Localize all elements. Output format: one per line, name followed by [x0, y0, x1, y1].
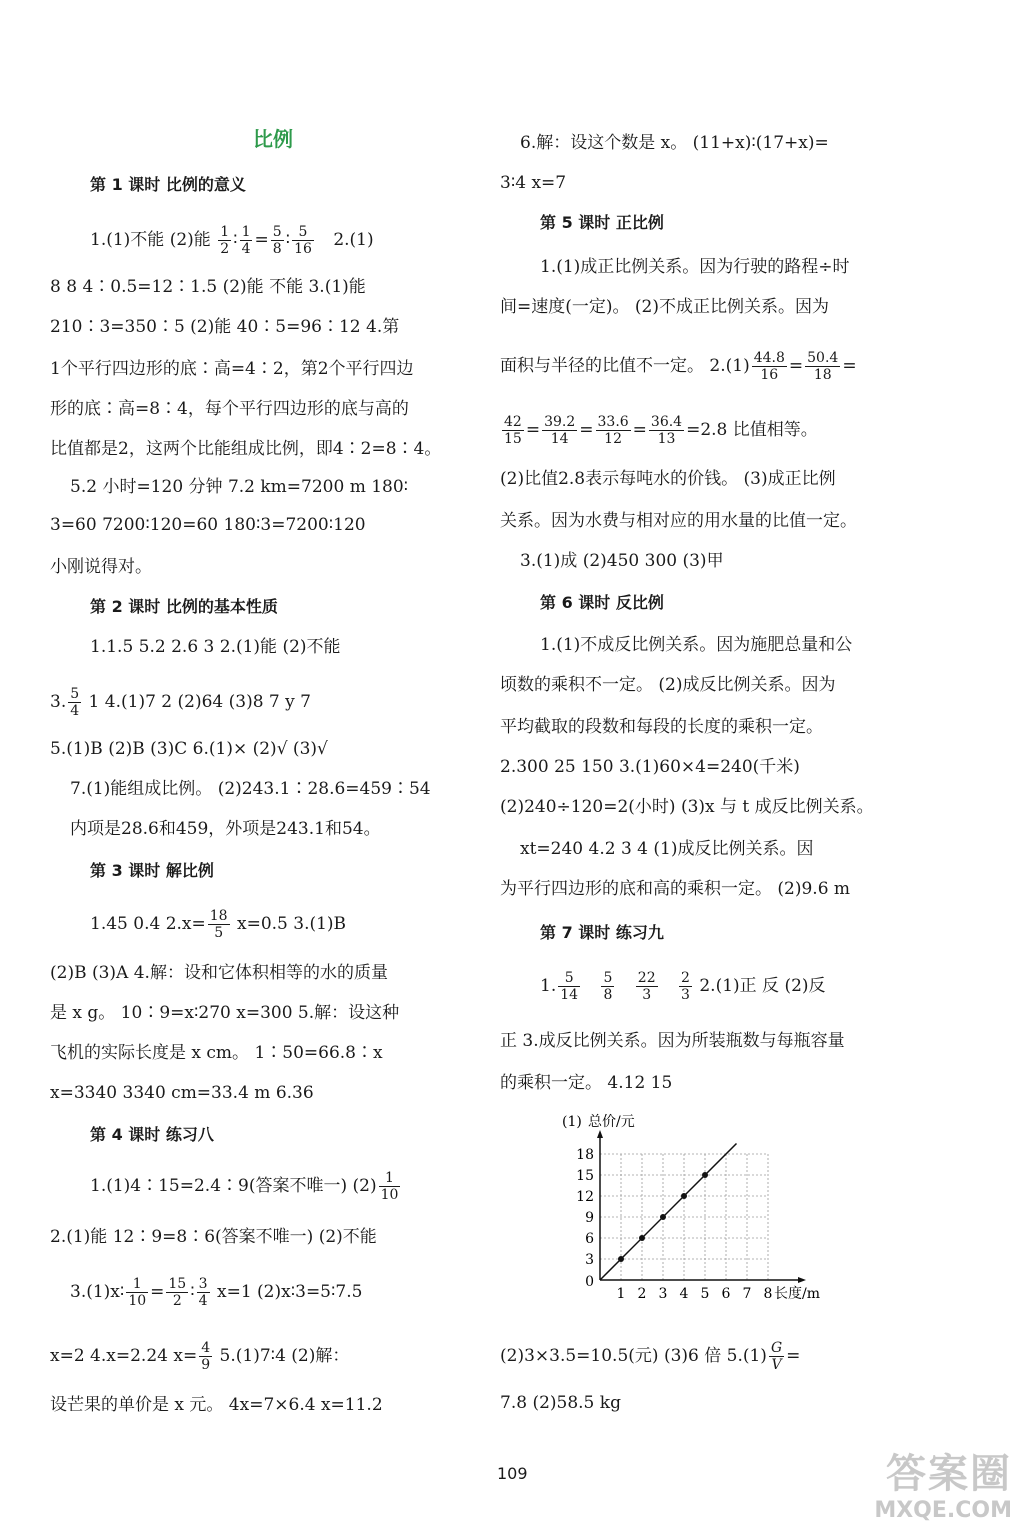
fraction: $\frac{33.6}{12}$	[597, 414, 629, 447]
l2-row5: 内项是28.6和459，外项是243.1和54。	[70, 819, 381, 839]
l4-row5: 设芒果的单价是 x 元。 4x=7×6.4 x=11.2	[50, 1395, 383, 1415]
lesson-heading-6: 第 6 课时 反比例	[540, 593, 664, 612]
l1-row9: 小刚说得对。	[50, 557, 152, 577]
fraction: $\frac{G}{V}$	[770, 1340, 783, 1373]
l7-row4: (2)3×3.5=10.5(元) (3)6 倍 5.(1) $\frac{G}{V}$ =	[500, 1340, 801, 1373]
l1-row6: 比值都是2，这两个比能组成比例，即4∶2=8∶4。	[50, 439, 442, 459]
fraction: $\frac{50.4}{18}$	[807, 350, 839, 383]
fraction: $\frac{1}{4}$	[241, 224, 251, 257]
fraction: $\frac{5}{8}$	[603, 970, 613, 1003]
l3-row5: x=3340 3340 cm=33.4 m 6.36	[50, 1083, 314, 1103]
fraction: $\frac{22}{3}$	[637, 970, 656, 1003]
l3-row1: 1.45 0.4 2.x= $\frac{18}{5}$ x=0.5 3.(1)B	[90, 908, 347, 941]
y-tick-label: 18	[576, 1147, 594, 1163]
text: 1.(1)不能 (2)能	[90, 230, 211, 250]
x-tick-label: 2	[637, 1286, 647, 1302]
l5-row7: 3.(1)成 (2)450 300 (3)甲	[520, 551, 724, 571]
watermark	[874, 1452, 1012, 1526]
l6-row2: 顷数的乘积不一定。 (2)成反比例关系。因为	[500, 675, 836, 695]
y-axis-label: 总价/元	[588, 1114, 635, 1130]
page-number: 109	[497, 1464, 528, 1483]
l6-row7: 为平行四边形的底和高的乘积一定。 (2)9.6 m	[500, 879, 851, 899]
l4-row4: x=2 4.x=2.24 x= $\frac{4}{9}$ 5.(1)7∶4 (2)解：	[50, 1340, 350, 1373]
x-tick-label: 3	[658, 1286, 668, 1302]
fraction: $\frac{5}{16}$	[294, 224, 312, 257]
l1-row3: 210∶3=350∶5 (2)能 40∶5=96∶12 4.第	[50, 317, 400, 337]
l2-row1: 1.1.5 5.2 2.6 3 2.(1)能 (2)不能	[90, 637, 341, 657]
fraction: $\frac{1}{10}$	[380, 1170, 399, 1203]
data-point	[618, 1256, 624, 1262]
l5-row4: $\frac{42}{15}$ = $\frac{39.2}{14}$ = $\frac{33.6}{12}$ = $\frac{36.4}{13}$ =2.8 比值相等。	[504, 414, 818, 447]
l6-row1: 1.(1)不成反比例关系。因为施肥总量和公	[540, 635, 853, 655]
fraction: $\frac{1}{10}$	[128, 1276, 147, 1309]
fraction: $\frac{5}{14}$	[560, 970, 579, 1003]
l7-row1: 1. $\frac{5}{14}$ $\frac{5}{8}$ $\frac{22}{3}$ $\frac{2}{3}$ 2.(1)正 反 (2)反	[540, 970, 826, 1003]
fraction: $\frac{36.4}{13}$	[650, 414, 683, 447]
lesson-heading-7: 第 7 课时 练习九	[540, 923, 664, 942]
lesson-heading-1: 第 1 课时 比例的意义	[90, 175, 246, 194]
fraction: $\frac{3}{4}$	[198, 1276, 208, 1309]
lesson-heading-5: 第 5 课时 正比例	[540, 213, 664, 232]
data-point	[660, 1214, 666, 1220]
l2-row4: 7.(1)能组成比例。 (2)243.1∶28.6=459∶54	[70, 779, 431, 799]
l6-row4: 2.300 25 150 3.(1)60×4=240(千米)	[500, 757, 800, 777]
y-axis-arrow	[597, 1130, 603, 1138]
fraction: $\frac{2}{3}$	[681, 970, 690, 1003]
l3-row3: 是 x g。 10∶9=x∶270 x=300 5.解：设这种	[50, 1003, 400, 1023]
l2-row2: 3. $\frac{5}{4}$ 1 4.(1)7 2 (2)64 (3)8 7 y 7	[50, 686, 311, 719]
lesson-heading-2: 第 2 课时 比例的基本性质	[90, 597, 278, 616]
x-tick-label: 1	[616, 1286, 626, 1302]
x-axis-label: 长度/m	[774, 1286, 820, 1302]
lesson-heading-3: 第 3 课时 解比例	[90, 861, 214, 880]
y-tick-label: 6	[585, 1231, 594, 1247]
price-length-chart	[560, 1108, 850, 1313]
y-tick-label: 12	[576, 1189, 594, 1205]
l5-row2: 间=速度(一定)。 (2)不成正比例关系。因为	[500, 297, 829, 317]
l5-row3: 面积与半径的比值不一定。 2.(1) $\frac{44.8}{16}$ = $\frac{50.4}{18}$ =	[500, 350, 857, 383]
l1-row5: 形的底∶高=8∶4，每个平行四边形的底与高的	[50, 399, 409, 419]
l7-row5: 7.8 (2)58.5 kg	[500, 1393, 621, 1413]
fraction: $\frac{44.8}{16}$	[753, 350, 785, 383]
l6-row6: xt=240 4.2 3 4 (1)成反比例关系。因	[520, 839, 814, 859]
l4-row1: 1.(1)4∶15=2.4∶9(答案不唯一) (2) $\frac{1}{10}$	[90, 1170, 399, 1203]
y-tick-label: 9	[585, 1210, 594, 1226]
l6-row3: 平均截取的段数和每段的长度的乘积一定。	[500, 717, 823, 737]
fraction: $\frac{18}{5}$	[209, 908, 228, 941]
fraction: $\frac{42}{15}$	[504, 414, 522, 447]
r0-row1: 6.解：设这个数是 x。 (11+x)∶(17+x)=	[520, 133, 829, 153]
fraction: $\frac{5}{4}$	[70, 686, 80, 719]
l3-row2: (2)B (3)A 4.解：设和它体积相等的水的质量	[50, 963, 388, 983]
l4-row3: 3.(1)x∶ $\frac{1}{10}$ = $\frac{15}{2}$ ∶ $\frac{3}{4}$ x=1 (2)x∶3=5∶7.5	[70, 1276, 363, 1309]
data-point	[639, 1235, 645, 1241]
l2-row3: 5.(1)B (2)B (3)C 6.(1)× (2)√ (3)√	[50, 739, 328, 759]
chart-panel-label: (1)	[562, 1114, 582, 1130]
lesson-heading-4: 第 4 课时 练习八	[90, 1125, 214, 1144]
text: 2.(1)	[333, 230, 374, 250]
watermark-url: MXQE.COM	[874, 1498, 1012, 1523]
section-title: 比例	[253, 127, 293, 151]
l6-row5: (2)240÷120=2(小时) (3)x 与 t 成反比例关系。	[500, 797, 874, 817]
data-point	[702, 1172, 708, 1178]
x-tick-label: 8	[763, 1286, 773, 1302]
fraction: $\frac{4}{9}$	[201, 1340, 211, 1373]
l7-row2: 正 3.成反比例关系。因为所装瓶数与每瓶容量	[500, 1031, 845, 1051]
r0-row2: 3∶4 x=7	[500, 173, 567, 193]
l1-row1: 1.(1)不能 (2)能 $\frac{1}{2}$ ∶ $\frac{1}{4}$ = $\frac{5}{8}$ ∶ $\frac{5}{16}$ 2.(1)	[90, 224, 374, 257]
l3-row4: 飞机的实际长度是 x cm。 1∶50=66.8∶x	[50, 1043, 383, 1063]
l1-row2: 8 8 4∶0.5=12∶1.5 (2)能 不能 3.(1)能	[50, 277, 366, 297]
x-axis-arrow	[798, 1277, 806, 1283]
y-tick-label: 3	[585, 1252, 594, 1268]
x-tick-label: 7	[742, 1286, 752, 1302]
l7-row3: 的乘积一定。 4.12 15	[500, 1073, 673, 1093]
x-tick-label: 5	[700, 1286, 710, 1302]
y-tick-label: 15	[576, 1168, 594, 1184]
l1-row7: 5.2 小时=120 分钟 7.2 km=7200 m 180∶	[70, 477, 409, 497]
l5-row6: 关系。因为水费与相对应的用水量的比值一定。	[500, 511, 857, 531]
l1-row8: 3=60 7200∶120=60 180∶3=7200∶120	[50, 515, 366, 535]
l1-row4: 1个平行四边形的底∶高=4∶2，第2个平行四边	[50, 359, 414, 379]
fraction: $\frac{39.2}{14}$	[544, 414, 576, 447]
l5-row1: 1.(1)成正比例关系。因为行驶的路程÷时	[540, 257, 850, 277]
watermark-logo: 答案圈	[886, 1451, 1012, 1497]
l4-row2: 2.(1)能 12∶9=8∶6(答案不唯一) (2)不能	[50, 1227, 377, 1247]
x-tick-label: 6	[721, 1286, 731, 1302]
fraction: $\frac{5}{8}$	[272, 224, 282, 257]
origin-label: 0	[585, 1274, 594, 1290]
l5-row5: (2)比值2.8表示每吨水的价钱。 (3)成正比例	[500, 469, 836, 489]
x-tick-label: 4	[679, 1286, 689, 1302]
fraction: $\frac{1}{2}$	[220, 224, 230, 257]
data-point	[681, 1193, 687, 1199]
fraction: $\frac{15}{2}$	[168, 1276, 187, 1309]
